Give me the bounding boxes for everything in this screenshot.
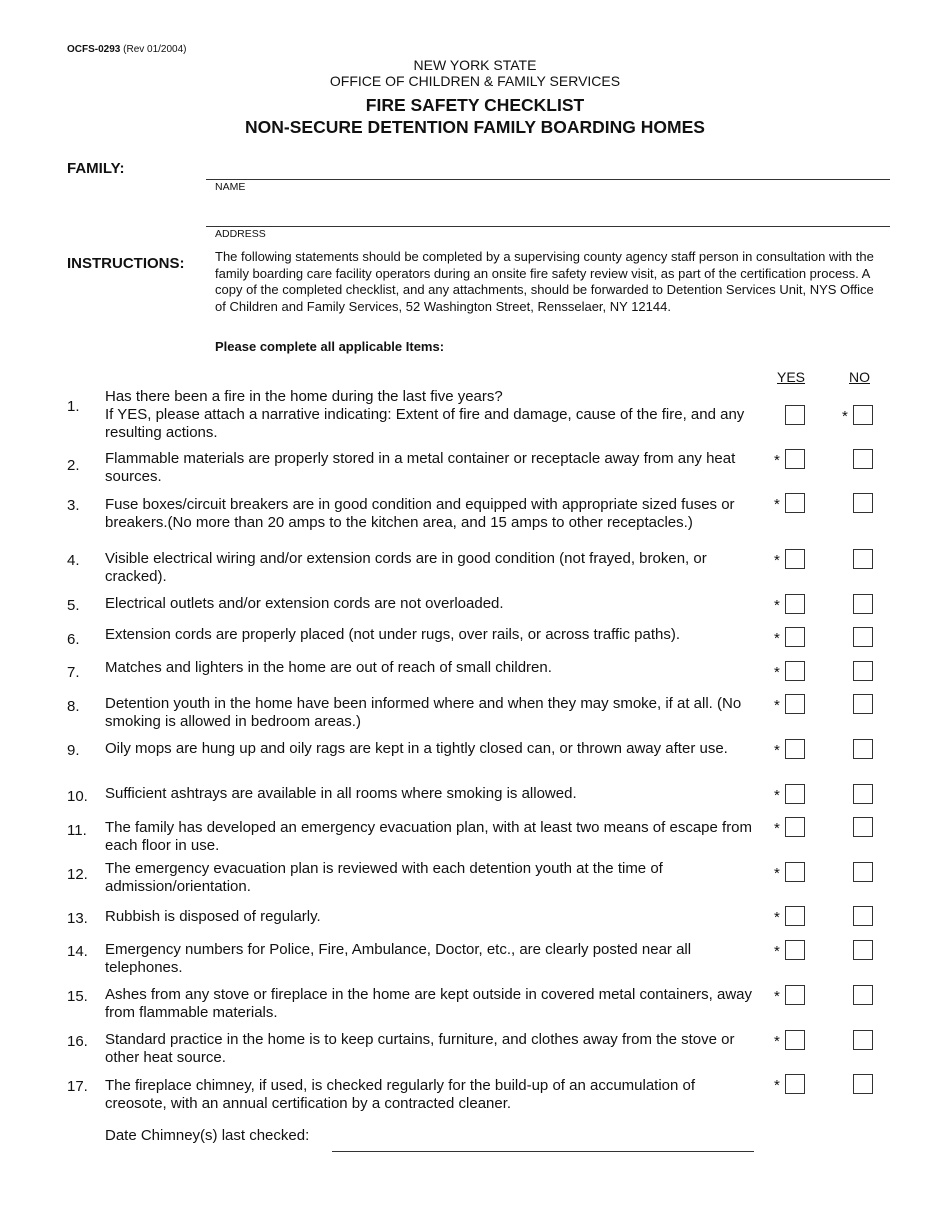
yes-checkbox[interactable] (785, 817, 805, 837)
item-number: 1. (67, 398, 80, 415)
asterisk-icon: * (774, 552, 780, 569)
no-checkbox[interactable] (853, 661, 873, 681)
item-number: 7. (67, 664, 80, 681)
asterisk-icon: * (774, 496, 780, 513)
no-checkbox[interactable] (853, 862, 873, 882)
item-number: 11. (67, 822, 87, 839)
no-column-header: NO (849, 369, 870, 385)
item-number: 12. (67, 866, 88, 883)
item-number: 10. (67, 788, 88, 805)
asterisk-icon: * (774, 597, 780, 614)
office-heading: OFFICE OF CHILDREN & FAMILY SERVICES (329, 73, 621, 89)
no-checkbox[interactable] (853, 694, 873, 714)
item-number: 6. (67, 631, 80, 648)
item-text: Detention youth in the home have been informed where and when they may smoke, if at all. (No smoking is allowed in bedroom areas.) (105, 695, 742, 730)
instructions-label: INSTRUCTIONS: (67, 255, 185, 272)
name-caption: NAME (215, 181, 246, 193)
page-title: FIRE SAFETY CHECKLIST (365, 95, 585, 115)
item-text: Emergency numbers for Police, Fire, Ambulance, Doctor, etc., are clearly posted near all telephones. (105, 941, 692, 976)
address-caption: ADDRESS (215, 228, 266, 240)
please-complete-note: Please complete all applicable Items: (215, 339, 445, 354)
yes-checkbox[interactable] (785, 985, 805, 1005)
no-checkbox[interactable] (853, 739, 873, 759)
asterisk-icon: * (774, 742, 780, 759)
item-number: 2. (67, 457, 80, 474)
item-number: 9. (67, 742, 80, 759)
yes-checkbox[interactable] (785, 449, 805, 469)
item-number: 17. (67, 1078, 88, 1095)
no-checkbox[interactable] (853, 549, 873, 569)
chimney-date-field[interactable] (332, 1151, 754, 1152)
form-id (67, 44, 187, 55)
yes-checkbox[interactable] (785, 940, 805, 960)
item-text: Rubbish is disposed of regularly. (105, 908, 321, 925)
no-checkbox[interactable] (853, 1074, 873, 1094)
item-number: 15. (67, 988, 88, 1005)
form-code: OCFS-0293 (67, 44, 121, 55)
chimney-date-label: Date Chimney(s) last checked: (105, 1127, 310, 1144)
yes-checkbox[interactable] (785, 627, 805, 647)
item-text: Sufficient ashtrays are available in all rooms where smoking is allowed. (105, 785, 577, 802)
yes-checkbox[interactable] (785, 405, 805, 425)
yes-checkbox[interactable] (785, 784, 805, 804)
item-text: Oily mops are hung up and oily rags are kept in a tightly closed can, or thrown away after use. (105, 740, 728, 757)
no-checkbox[interactable] (853, 405, 873, 425)
item-text: Matches and lighters in the home are out of reach of small children. (105, 659, 552, 676)
asterisk-icon: * (774, 1033, 780, 1050)
family-label: FAMILY: (67, 160, 125, 177)
family-name-field[interactable] (206, 179, 890, 180)
asterisk-icon: * (774, 865, 780, 882)
yes-checkbox[interactable] (785, 1030, 805, 1050)
instructions-text: The following statements should be completed by a supervising county agency staff person in consultation with the family boarding care facility operators during an onsite fire safety review visit, as part of the certification process. A copy of the completed checklist, and any attachments, should be forwarded to Detention Services Unit, NYS Office of Children and Family Services, 52 Washington Street, Rensselaer, NY 12144. (215, 249, 874, 314)
item-text: Flammable materials are properly stored in a metal container or receptacle away from any heat sources. (105, 450, 736, 485)
no-checkbox[interactable] (853, 985, 873, 1005)
yes-checkbox[interactable] (785, 906, 805, 926)
item-number: 3. (67, 497, 80, 514)
asterisk-icon: * (774, 697, 780, 714)
yes-checkbox[interactable] (785, 862, 805, 882)
item-number: 4. (67, 552, 80, 569)
no-checkbox[interactable] (853, 906, 873, 926)
yes-checkbox[interactable] (785, 661, 805, 681)
item-text: Electrical outlets and/or extension cords are not overloaded. (105, 595, 504, 612)
item-number: 14. (67, 943, 88, 960)
asterisk-icon: * (842, 408, 848, 425)
asterisk-icon: * (774, 664, 780, 681)
item-text: The fireplace chimney, if used, is checked regularly for the build-up of an accumulation of creosote, with an annual certification by a contracted cleaner. (105, 1077, 696, 1112)
yes-checkbox[interactable] (785, 1074, 805, 1094)
asterisk-icon: * (774, 630, 780, 647)
no-checkbox[interactable] (853, 627, 873, 647)
form-revision: (Rev 01/2004) (123, 44, 187, 55)
item-text: Visible electrical wiring and/or extension cords are in good condition (not frayed, broken, or cracked). (105, 550, 707, 585)
item-number: 5. (67, 597, 80, 614)
asterisk-icon: * (774, 943, 780, 960)
item-number: 8. (67, 698, 80, 715)
item-number: 13. (67, 910, 88, 927)
asterisk-icon: * (774, 909, 780, 926)
item-text: The family has developed an emergency evacuation plan, with at least two means of escape from each floor in use. (105, 819, 753, 854)
page-subtitle: NON-SECURE DETENTION FAMILY BOARDING HOMES (245, 117, 705, 137)
yes-checkbox[interactable] (785, 549, 805, 569)
asterisk-icon: * (774, 988, 780, 1005)
no-checkbox[interactable] (853, 817, 873, 837)
item-text: The emergency evacuation plan is reviewed with each detention youth at the time of admission/orientation. (105, 860, 663, 895)
item-number: 16. (67, 1033, 88, 1050)
item-text: Fuse boxes/circuit breakers are in good condition and equipped with appropriate sized fuses or breakers.(No more than 20 amps to the kitchen area, and 15 amps to other receptacles.) (105, 496, 735, 531)
no-checkbox[interactable] (853, 784, 873, 804)
state-heading: NEW YORK STATE (413, 57, 537, 73)
no-checkbox[interactable] (853, 594, 873, 614)
no-checkbox[interactable] (853, 449, 873, 469)
yes-checkbox[interactable] (785, 594, 805, 614)
asterisk-icon: * (774, 452, 780, 469)
family-address-field[interactable] (206, 226, 890, 227)
item-text: Extension cords are properly placed (not under rugs, over rails, or across traffic paths). (105, 626, 680, 643)
yes-checkbox[interactable] (785, 739, 805, 759)
asterisk-icon: * (774, 787, 780, 804)
asterisk-icon: * (774, 820, 780, 837)
item-text: Standard practice in the home is to keep curtains, furniture, and clothes away from the stove or other heat source. (105, 1031, 735, 1066)
asterisk-icon: * (774, 1077, 780, 1094)
item-text: Has there been a fire in the home during the last five years? If YES, please attach a narrative indicating: Extent of fire and damage, cause of the fire, and any resulting actions. (105, 388, 745, 441)
no-checkbox[interactable] (853, 493, 873, 513)
yes-checkbox[interactable] (785, 694, 805, 714)
yes-column-header: YES (777, 369, 806, 385)
no-checkbox[interactable] (853, 940, 873, 960)
yes-checkbox[interactable] (785, 493, 805, 513)
item-text: Ashes from any stove or fireplace in the home are kept outside in covered metal containers, away from flammable materials. (105, 986, 752, 1021)
no-checkbox[interactable] (853, 1030, 873, 1050)
